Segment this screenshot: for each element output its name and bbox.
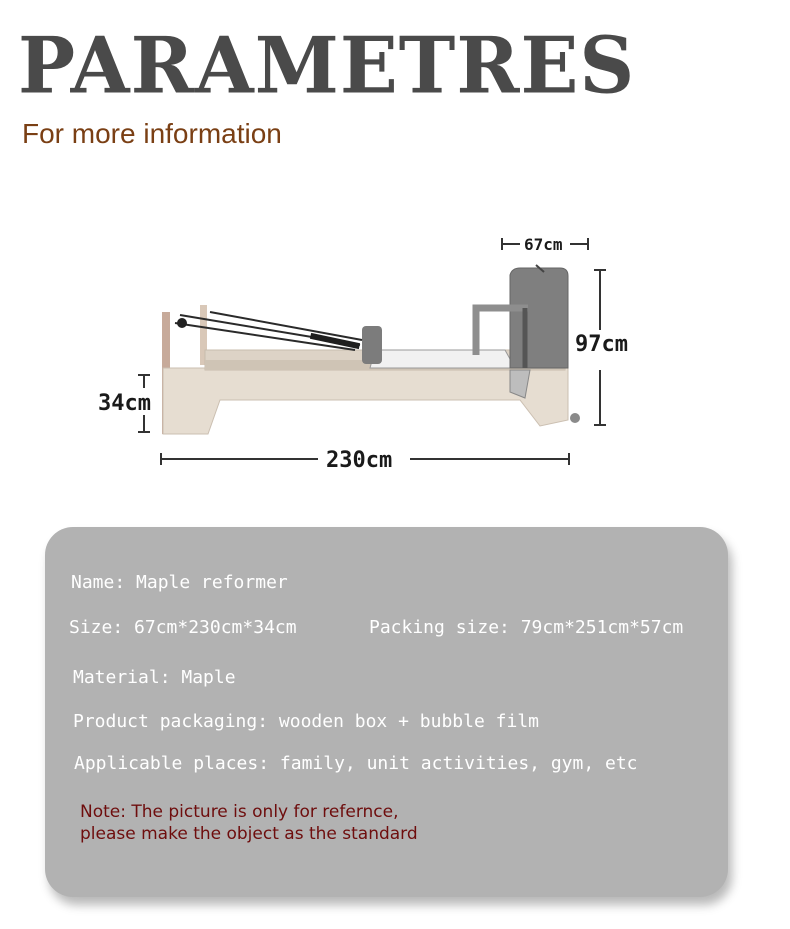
note-text (80, 801, 418, 845)
leg-height-label: 34cm (98, 391, 151, 416)
reformer-frame (163, 368, 568, 434)
shoulder-rest (362, 326, 382, 364)
spec-name: Name: Maple reformer (71, 572, 288, 593)
spec-packing-size: Packing size: 79cm*251cm*57cm (369, 617, 684, 638)
length-label: 230cm (326, 448, 393, 473)
note-line-1: Note: The picture is only for refernce, (80, 802, 399, 822)
reformer-diagram (0, 220, 790, 480)
reformer-illustration (0, 220, 790, 480)
spec-material: Material: Maple (73, 667, 236, 688)
spec-packaging: Product packaging: wooden box + bubble film (73, 711, 539, 732)
spec-size: Size: 67cm*230cm*34cm (69, 617, 297, 638)
specs-panel (45, 527, 728, 897)
carriage (370, 350, 515, 368)
backrest (510, 268, 568, 368)
height-label: 97cm (575, 332, 628, 357)
width-label: 67cm (524, 235, 563, 254)
spec-places: Applicable places: family, unit activities, gym, etc (74, 753, 638, 774)
page-title: PARAMETRES (18, 20, 636, 111)
note-line-2: please make the object as the standard (80, 824, 418, 844)
page-subtitle: For more information (22, 118, 282, 149)
